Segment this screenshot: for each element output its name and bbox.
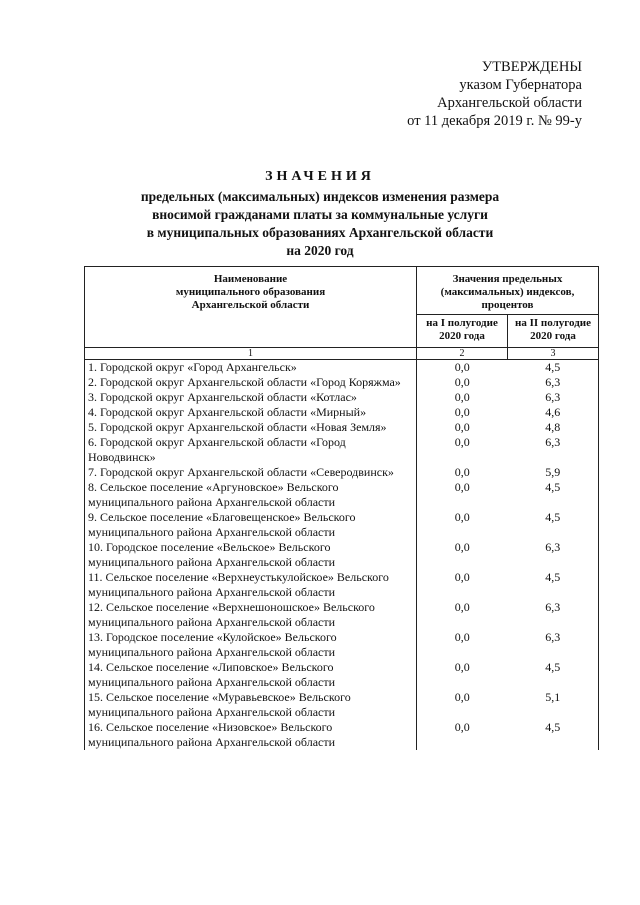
index-first-half: 0,0 (454, 540, 470, 554)
index-first-half: 0,0 (454, 465, 470, 479)
municipality-name: 2. Городской округ Архангельской области «Город Коряжма» (85, 375, 417, 390)
municipality-name: 9. Сельское поселение «Благовещенское» Вельского муниципального района Архангельской области (85, 510, 417, 540)
municipality-name: 4. Городской округ Архангельской области «Мирный» (85, 405, 417, 420)
table-row (85, 600, 599, 630)
document-subtitle-line-4: на 2020 год (286, 243, 354, 258)
table-row (85, 420, 599, 435)
table-row (85, 660, 599, 690)
table-body (85, 360, 599, 751)
index-second-half: 6,3 (508, 390, 599, 405)
index-first-half: 0,0 (454, 435, 470, 449)
document-subtitle-line-3: в муниципальных образованиях Архангельской области (146, 225, 494, 240)
index-second-half: 4,5 (508, 360, 599, 376)
header-municipality-line: Архангельской области (191, 299, 310, 311)
index-second-half: 4,5 (508, 480, 599, 510)
index-first-half: 0,0 (454, 375, 470, 389)
index-first-half: 0,0 (454, 600, 470, 614)
header-second-half-line: 2020 года (530, 330, 576, 342)
header-municipality-line: Наименование (213, 273, 288, 285)
header-second-half (508, 315, 599, 348)
index-first-half: 0,0 (454, 390, 470, 404)
index-second-half: 4,5 (508, 720, 599, 750)
municipality-name: 8. Сельское поселение «Аргуновское» Вельского муниципального района Архангельской области (85, 480, 417, 510)
indices-table-container (84, 266, 598, 750)
index-first-half: 0,0 (454, 420, 470, 434)
header-index-line: процентов (481, 299, 534, 311)
header-first-half (417, 315, 508, 348)
index-first-half: 0,0 (454, 570, 470, 584)
index-first-half: 0,0 (454, 360, 470, 374)
municipality-name: 5. Городской округ Архангельской области «Новая Земля» (85, 420, 417, 435)
index-second-half: 4,8 (508, 420, 599, 435)
approval-decree: указом Губернатора (459, 77, 582, 93)
approval-region: Архангельской области (437, 95, 582, 111)
index-second-half: 6,3 (508, 435, 599, 465)
municipality-name: 6. Городской округ Архангельской области «Город Новодвинск» (85, 435, 417, 465)
municipality-name: 3. Городской округ Архангельской области «Котлас» (85, 390, 417, 405)
header-index-line: Значения предельных (452, 273, 563, 285)
header-second-half-line: на II полугодие (515, 317, 591, 329)
index-second-half: 6,3 (508, 630, 599, 660)
municipality-name: 16. Сельское поселение «Низовское» Вельского муниципального района Архангельской области (85, 720, 417, 750)
index-first-half: 0,0 (454, 660, 470, 674)
index-first-half: 0,0 (454, 630, 470, 644)
header-municipality-line: муниципального образования (175, 286, 326, 298)
column-number: 2 (417, 348, 508, 360)
index-second-half: 4,5 (508, 660, 599, 690)
column-number: 3 (508, 348, 599, 360)
document-subtitle-line-2: вносимой гражданами платы за коммунальные услуги (152, 207, 488, 222)
index-second-half: 6,3 (508, 375, 599, 390)
index-first-half: 0,0 (454, 405, 470, 419)
index-second-half: 5,1 (508, 690, 599, 720)
table-row (85, 390, 599, 405)
municipality-name: 13. Городское поселение «Кулойское» Вельского муниципального района Архангельской области (85, 630, 417, 660)
index-second-half: 6,3 (508, 540, 599, 570)
approval-title: УТВЕРЖДЕНЫ (481, 59, 582, 75)
header-index-line: (максимальных) индексов, (440, 286, 575, 298)
header-first-half-line: на I полугодие (426, 317, 498, 329)
column-number: 1 (85, 348, 417, 360)
index-second-half: 4,6 (508, 405, 599, 420)
index-first-half: 0,0 (454, 720, 470, 734)
header-first-half-line: 2020 года (439, 330, 485, 342)
document-heading (0, 168, 640, 260)
index-second-half: 4,5 (508, 570, 599, 600)
index-second-half: 6,3 (508, 600, 599, 630)
index-first-half: 0,0 (454, 480, 470, 494)
table-row (85, 510, 599, 540)
header-municipality (85, 267, 417, 348)
municipality-name: 14. Сельское поселение «Липовское» Вельского муниципального района Архангельской области (85, 660, 417, 690)
document-title: ЗНАЧЕНИЯ (265, 169, 375, 184)
table-row (85, 690, 599, 720)
index-first-half: 0,0 (454, 690, 470, 704)
municipality-name: 1. Городской округ «Город Архангельск» (85, 360, 417, 376)
approval-block (342, 58, 582, 130)
municipality-name: 10. Городское поселение «Вельское» Вельского муниципального района Архангельской области (85, 540, 417, 570)
indices-table (84, 266, 599, 750)
table-row (85, 720, 599, 750)
table-row (85, 435, 599, 465)
document-subtitle-line-1: предельных (максимальных) индексов изменения размера (140, 189, 500, 204)
table-row (85, 630, 599, 660)
table-row (85, 480, 599, 510)
municipality-name: 7. Городской округ Архангельской области «Северодвинск» (85, 465, 417, 480)
table-row (85, 465, 599, 480)
index-second-half: 5,9 (508, 465, 599, 480)
municipality-name: 15. Сельское поселение «Муравьевское» Вельского муниципального района Архангельской области (85, 690, 417, 720)
approval-date: от 11 декабря 2019 г. № 99-у (407, 113, 582, 129)
table-row (85, 375, 599, 390)
table-row (85, 360, 599, 376)
municipality-name: 11. Сельское поселение «Верхнеустькулойское» Вельского муниципального района Архангельской области (85, 570, 417, 600)
table-row (85, 405, 599, 420)
municipality-name: 12. Сельское поселение «Верхнешоношское» Вельского муниципального района Архангельской области (85, 600, 417, 630)
table-row (85, 540, 599, 570)
index-first-half: 0,0 (454, 510, 470, 524)
table-row (85, 570, 599, 600)
header-index-values (417, 267, 599, 315)
index-second-half: 4,5 (508, 510, 599, 540)
